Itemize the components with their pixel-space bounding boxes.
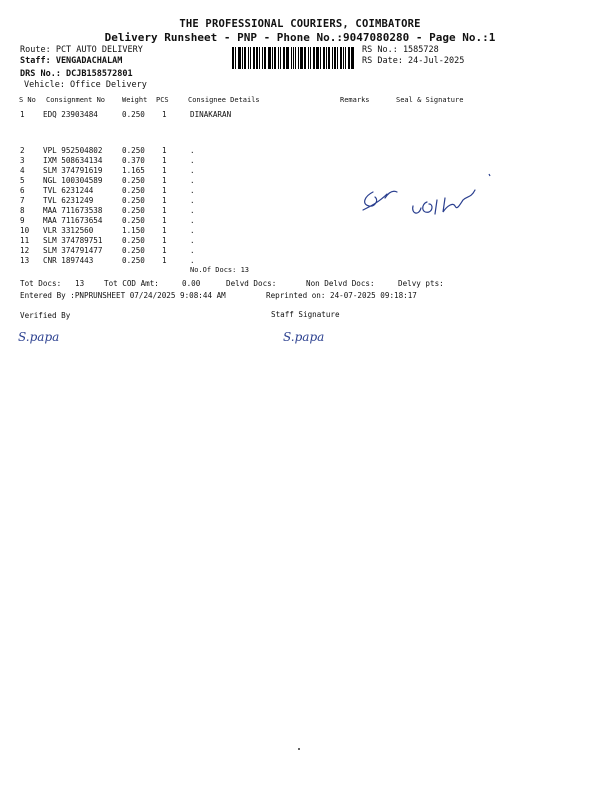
table-row	[0, 196, 220, 206]
row-weight: 0.250	[122, 196, 145, 205]
row-weight: 0.250	[122, 110, 145, 119]
row-pcs: 1	[162, 156, 167, 165]
row-consignee: .	[190, 186, 195, 195]
row-pcs: 1	[162, 226, 167, 235]
row-consignment: SLM 374791477	[43, 246, 103, 255]
row-sno: 7	[20, 196, 25, 205]
row-consignment: TVL 6231244	[43, 186, 94, 195]
row-weight: 0.250	[122, 246, 145, 255]
staff-signature-label: Staff Signature	[271, 310, 340, 319]
row-consignee: .	[190, 216, 195, 225]
row-sno: 1	[20, 110, 25, 119]
table-row	[0, 186, 220, 196]
row-weight: 0.250	[122, 146, 145, 155]
table-row	[0, 110, 232, 120]
table-row	[0, 246, 220, 256]
row-pcs: 1	[162, 206, 167, 215]
row-sno: 12	[20, 246, 30, 255]
row-consignee: .	[190, 226, 195, 235]
row-sno: 8	[20, 206, 25, 215]
row-consignee: DINAKARAN	[190, 110, 232, 119]
row-pcs: 1	[162, 246, 167, 255]
no-of-docs: No.Of Docs: 13	[190, 266, 250, 274]
runsheet-subtitle: Delivery Runsheet - PNP - Phone No.:9047080280 - Page No.:1	[104, 31, 496, 44]
barcode-image	[232, 47, 354, 69]
table-row	[0, 146, 220, 156]
row-weight: 0.250	[122, 236, 145, 245]
row-weight: 0.250	[122, 176, 145, 185]
rs-date: RS Date: 24-Jul-2025	[362, 56, 465, 66]
row-sno: 13	[20, 256, 30, 265]
row-consignment: IXM 508634134	[43, 156, 103, 165]
row-consignment: MAA 711673654	[43, 216, 103, 225]
row-consignee: .	[190, 146, 195, 155]
row-consignment: SLM 374789751	[43, 236, 103, 245]
table-row	[0, 256, 220, 266]
row-pcs: 1	[162, 186, 167, 195]
row-consignee: .	[190, 256, 195, 265]
header-consignee: Consignee Details	[188, 96, 260, 104]
table-row	[0, 156, 220, 166]
row-consignment: MAA 711673538	[43, 206, 103, 215]
table-row	[0, 176, 220, 186]
tot-docs-label: Tot Docs:	[20, 279, 62, 288]
table-row	[0, 166, 220, 176]
delvd-docs-label: Delvd Docs:	[226, 279, 277, 288]
tot-cod-label: Tot COD Amt:	[104, 279, 159, 288]
vehicle-label: Vehicle: Office Delivery	[24, 80, 147, 90]
entered-by: Entered By :PNPRUNSHEET 07/24/2025 9:08:44 AM	[20, 291, 226, 300]
row-weight: 0.250	[122, 216, 145, 225]
row-consignee: .	[190, 156, 195, 165]
route-label: Route: PCT AUTO DELIVERY	[20, 45, 143, 55]
reprinted-on: Reprinted on: 24-07-2025 09:18:17	[266, 291, 417, 300]
row-pcs: 1	[162, 176, 167, 185]
row-consignment: EDQ 23903484	[43, 110, 98, 119]
row-pcs: 1	[162, 110, 167, 119]
row-consignment: TVL 6231249	[43, 196, 94, 205]
header-pcs: PCS	[156, 96, 169, 104]
row-sno: 3	[20, 156, 25, 165]
row-pcs: 1	[162, 256, 167, 265]
row-weight: 1.165	[122, 166, 145, 175]
row-weight: 0.370	[122, 156, 145, 165]
header-remarks: Remarks	[340, 96, 370, 104]
rs-number: RS No.: 1585728	[362, 45, 439, 55]
row-pcs: 1	[162, 166, 167, 175]
row-consignee: .	[190, 196, 195, 205]
verified-by-signature: S.papa	[18, 330, 60, 344]
row-weight: 0.250	[122, 256, 145, 265]
table-row	[0, 206, 220, 216]
row-consignment: VPL 952504802	[43, 146, 103, 155]
row-consignee: .	[190, 246, 195, 255]
row-pcs: 1	[162, 236, 167, 245]
row-weight: 1.150	[122, 226, 145, 235]
tot-docs-value: 13	[75, 279, 85, 288]
row-consignment: NGL 100304589	[43, 176, 103, 185]
header-weight: Weight	[122, 96, 148, 104]
company-title: THE PROFESSIONAL COURIERS, COIMBATORE	[179, 18, 421, 30]
delvy-pts-label: Delvy pts:	[398, 279, 444, 288]
row-weight: 0.250	[122, 206, 145, 215]
verified-by-label: Verified By	[20, 311, 71, 320]
row-sno: 9	[20, 216, 25, 225]
table-row	[0, 226, 220, 236]
tot-cod-value: 0.00	[182, 279, 201, 288]
speck-mark	[298, 748, 300, 750]
row-sno: 11	[20, 236, 30, 245]
row-consignee: .	[190, 206, 195, 215]
drs-label: DRS No.: DCJB158572801	[20, 69, 133, 79]
row-consignee: .	[190, 236, 195, 245]
row-weight: 0.250	[122, 186, 145, 195]
row-pcs: 1	[162, 146, 167, 155]
header-sno: S No	[19, 96, 36, 104]
row-consignee: .	[190, 176, 195, 185]
row-pcs: 1	[162, 216, 167, 225]
row-sno: 4	[20, 166, 25, 175]
non-delvd-docs-label: Non Delvd Docs:	[306, 279, 375, 288]
table-row	[0, 216, 220, 226]
row-consignment: CNR 1897443	[43, 256, 94, 265]
row-consignment: SLM 374791619	[43, 166, 103, 175]
row-sno: 6	[20, 186, 25, 195]
handwritten-signature	[355, 170, 515, 230]
row-pcs: 1	[162, 196, 167, 205]
row-consignment: VLR 3312560	[43, 226, 94, 235]
staff-signature: S.papa	[283, 330, 325, 344]
table-row	[0, 236, 220, 246]
header-consignment: Consignment No	[46, 96, 106, 104]
staff-label: Staff: VENGADACHALAM	[20, 56, 123, 66]
header-seal: Seal & Signature	[396, 96, 464, 104]
row-sno: 10	[20, 226, 30, 235]
row-consignee: .	[190, 166, 195, 175]
row-sno: 5	[20, 176, 25, 185]
row-sno: 2	[20, 146, 25, 155]
